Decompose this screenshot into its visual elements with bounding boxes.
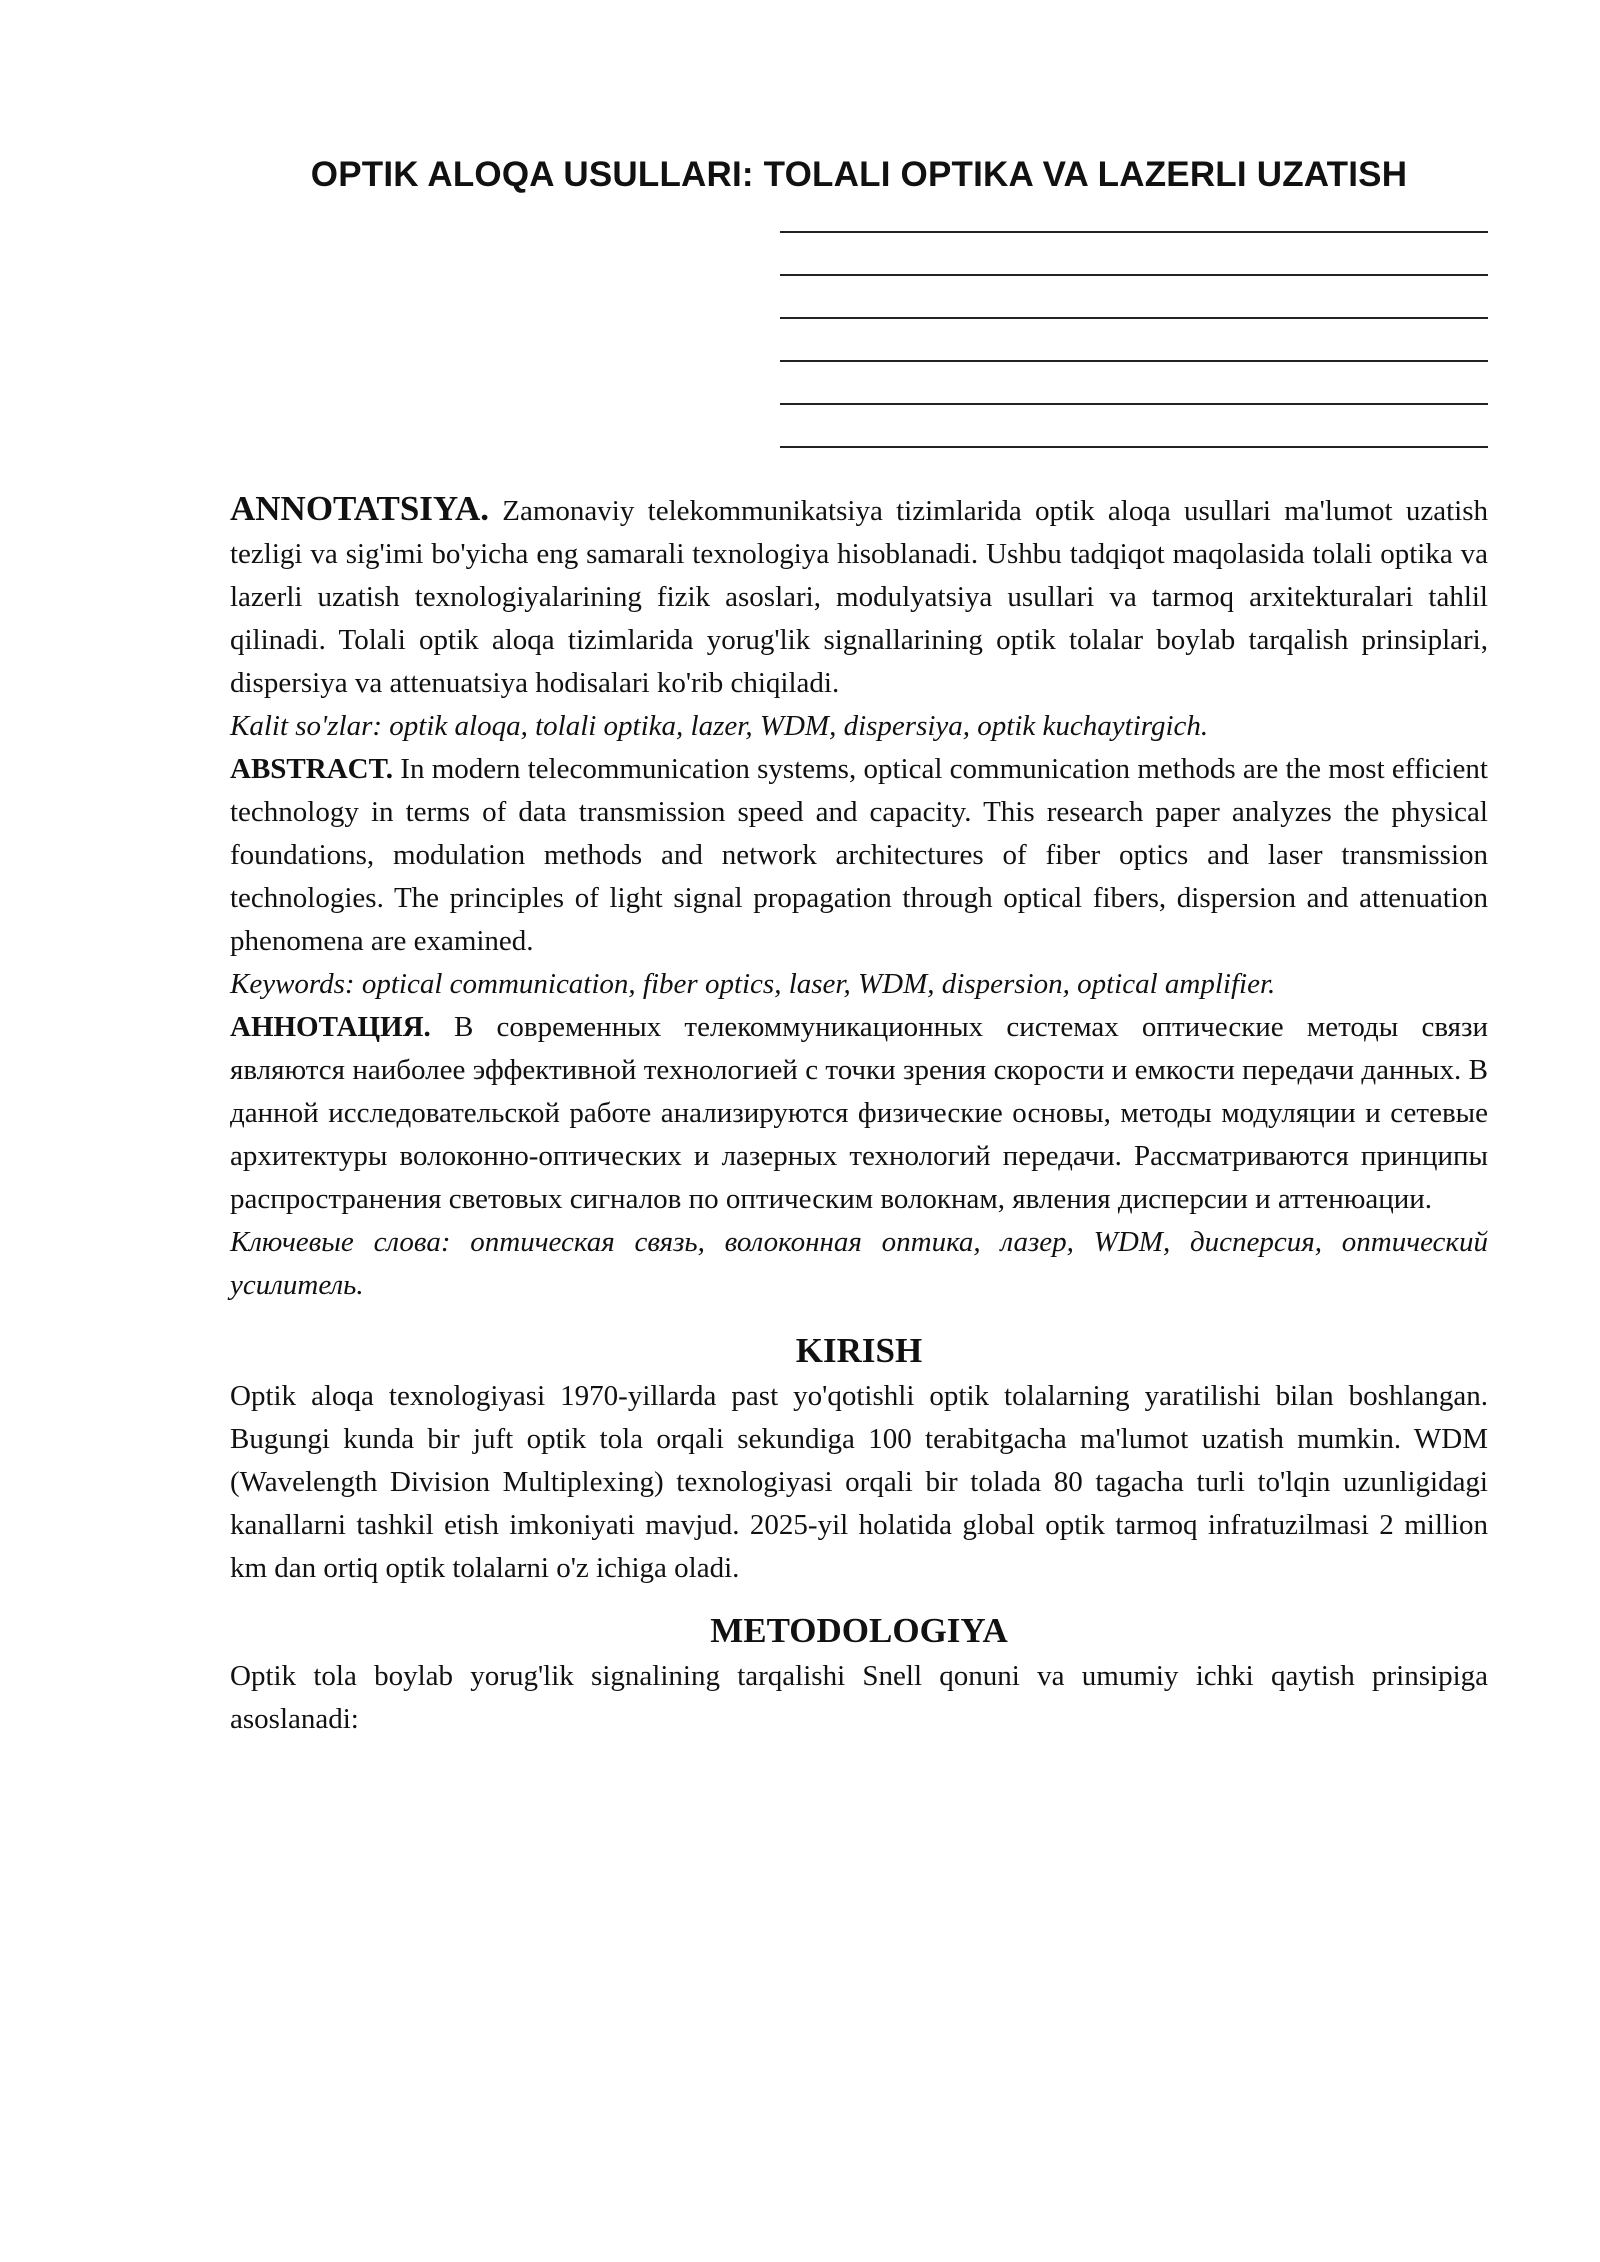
author-line <box>780 274 1488 276</box>
author-info-blank-lines <box>780 231 1488 489</box>
keywords-en: Keywords: optical communication, fiber optics, laser, WDM, dispersion, optical amplifier. <box>230 968 1276 1000</box>
author-line <box>780 360 1488 362</box>
author-line <box>780 403 1488 405</box>
keywords-ru: Ключевые слова: оптическая связь, волоконная оптика, лазер, WDM, дисперсия, оптический усилитель. <box>230 1226 1488 1301</box>
section-text-metodologiya: Optik tola boylab yorug'lik signalining tarqalishi Snell qonuni va umumiy ichki qaytish prinsipiga asoslanadi: <box>230 1660 1488 1735</box>
author-line <box>780 317 1488 319</box>
abstract-en-text: In modern telecommunication systems, optical communication methods are the most efficient technology in terms of data transmission speed and capacity. This research paper analyzes the physical foundations, modulation methods and network architectures of fiber optics and laser transmission technologies. The principles of light signal propagation through optical fibers, dispersion and attenuation phenomena are examined. <box>230 753 1488 957</box>
annotation-ru-text: В современных телекоммуникационных системах оптические методы связи являются наиболее эффективной технологией с точки зрения скорости и емкости передачи данных. В данной исследовательской работе анализируются физические основы, методы модуляции и сетевые архитектуры волоконно-оптических и лазерных технологий передачи. Рассматриваются принципы распространения световых сигналов по оптическим волокнам, явления дисперсии и аттенюации. <box>230 1011 1488 1215</box>
abstract-en-label: ABSTRACT. <box>230 753 394 785</box>
paper-title: OPTIK ALOQA USULLARI: TOLALI OPTIKA VA LAZERLI UZATISH <box>310 155 1408 194</box>
keywords-uz: Kalit so'zlar: optik aloqa, tolali optika, lazer, WDM, dispersiya, optik kuchaytirgich. <box>230 710 1209 742</box>
author-line <box>780 231 1488 233</box>
paper-body <box>230 487 1488 1741</box>
annotation-ru-label: АННОТАЦИЯ. <box>230 1011 431 1043</box>
abstract-en <box>230 748 1488 963</box>
annotation-uz-label: ANNOTATSIYA. <box>230 489 489 528</box>
annotation-uz-text: Zamonaviy telekommunikatsiya tizimlarida optik aloqa usullari ma'lumot uzatish tezligi va sig'imi bo'yicha eng samarali texnologiya hisoblanadi. Ushbu tadqiqot maqolasida tolali optika va lazerli uzatish texnologiyalarining fizik asoslari, modulyatsiya usullari va tarmoq arxitekturalari tahlil qilinadi. Tolali optik aloqa tizimlarida yorug'lik signallarining optik tolalar boylab tarqalish prinsiplari, dispersiya va attenuatsiya hodisalari ko'rib chiqiladi. <box>230 495 1488 699</box>
annotation-ru <box>230 1006 1488 1221</box>
author-line <box>780 446 1488 448</box>
section-heading-kirish: KIRISH <box>795 1331 923 1370</box>
section-heading-metodologiya: METODOLOGIYA <box>710 1611 1008 1650</box>
section-text-kirish: Optik aloqa texnologiyasi 1970-yillarda past yo'qotishli optik tolalarning yaratilishi bilan boshlangan. Bugungi kunda bir juft optik tola orqali sekundiga 100 terabitgacha ma'lumot uzatish mumkin. WDM (Wavelength Division Multiplexing) texnologiyasi orqali bir tolada 80 tagacha turli to'lqin uzunligidagi kanallarni tashkil etish imkoniyati mavjud. 2025-yil holatida global optik tarmoq infratuzilmasi 2 million km dan ortiq optik tolalarni o'z ichiga oladi. <box>230 1380 1488 1584</box>
annotation-uz <box>230 487 1488 705</box>
